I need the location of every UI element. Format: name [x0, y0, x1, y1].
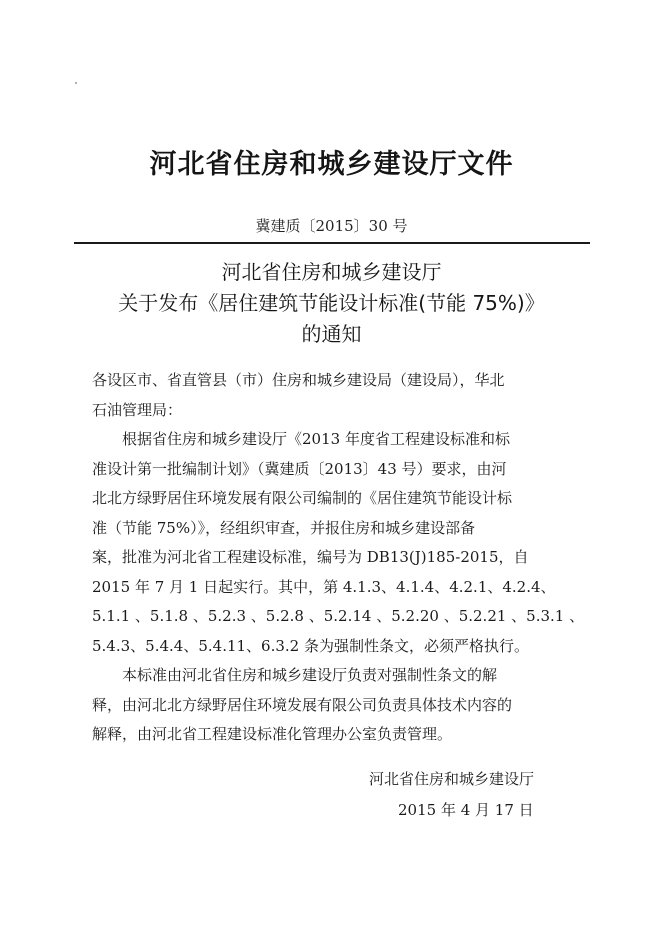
body-line: 本标准由河北省住房和城乡建设厅负责对强制性条文的解 [122, 666, 498, 684]
scan-speck [75, 82, 77, 84]
body-line: 石油管理局： [92, 400, 183, 419]
signature-organization: 河北省住房和城乡建设厅 [369, 770, 535, 788]
body-line: 北北方绿野居住环境发展有限公司编制的《居住建筑节能设计标 [92, 489, 513, 507]
body-line: 5.4.3、5.4.4、5.4.11、6.3.2 条为强制性条文，必须严格执行。 [92, 636, 529, 655]
body-line: 5.1.1 、5.1.8 、5.2.3 、5.2.8 、5.2.14 、5.2.20 、5.2.21 、5.3.1 、 [92, 607, 585, 625]
body-line: 解释，由河北省工程建设标准化管理办公室负责管理。 [92, 725, 453, 743]
body-line: 根据省住房和城乡建设厅《2013 年度省工程建设标准和标 [122, 430, 510, 448]
notice-body [92, 366, 584, 750]
notice-title-line: 关于发布《居住建筑节能设计标准(节能 75%)》 [118, 291, 545, 315]
body-line: 准（节能 75%）》，经组织审查，并报住房和城乡建设部备 [92, 518, 476, 537]
body-line: 释，由河北北方绿野居住环境发展有限公司负责具体技术内容的 [92, 695, 513, 714]
signature-date: 2015 年 4 月 17 日 [398, 801, 534, 819]
notice-title-line: 的通知 [301, 322, 362, 346]
document-header-title: 河北省住房和城乡建设厅文件 [149, 149, 514, 180]
body-line: 各设区市、省直管县（市）住房和城乡建设局（建设局），华北 [92, 371, 505, 389]
body-line: 2015 年 7 月 1 日起实行。其中，第 4.1.3、4.1.4、4.2.1、4.2.4、 [92, 577, 556, 596]
document-number: 冀建质〔2015〕30 号 [255, 217, 408, 235]
header-divider [74, 242, 590, 244]
notice-title-line: 河北省住房和城乡建设厅 [221, 260, 442, 284]
notice-title [0, 257, 663, 350]
body-line: 准设计第一批编制计划》（冀建质〔2013〕43 号）要求，由河 [92, 459, 507, 478]
body-line: 案，批准为河北省工程建设标准，编号为 DB13(J)185-2015，自 [92, 548, 529, 566]
